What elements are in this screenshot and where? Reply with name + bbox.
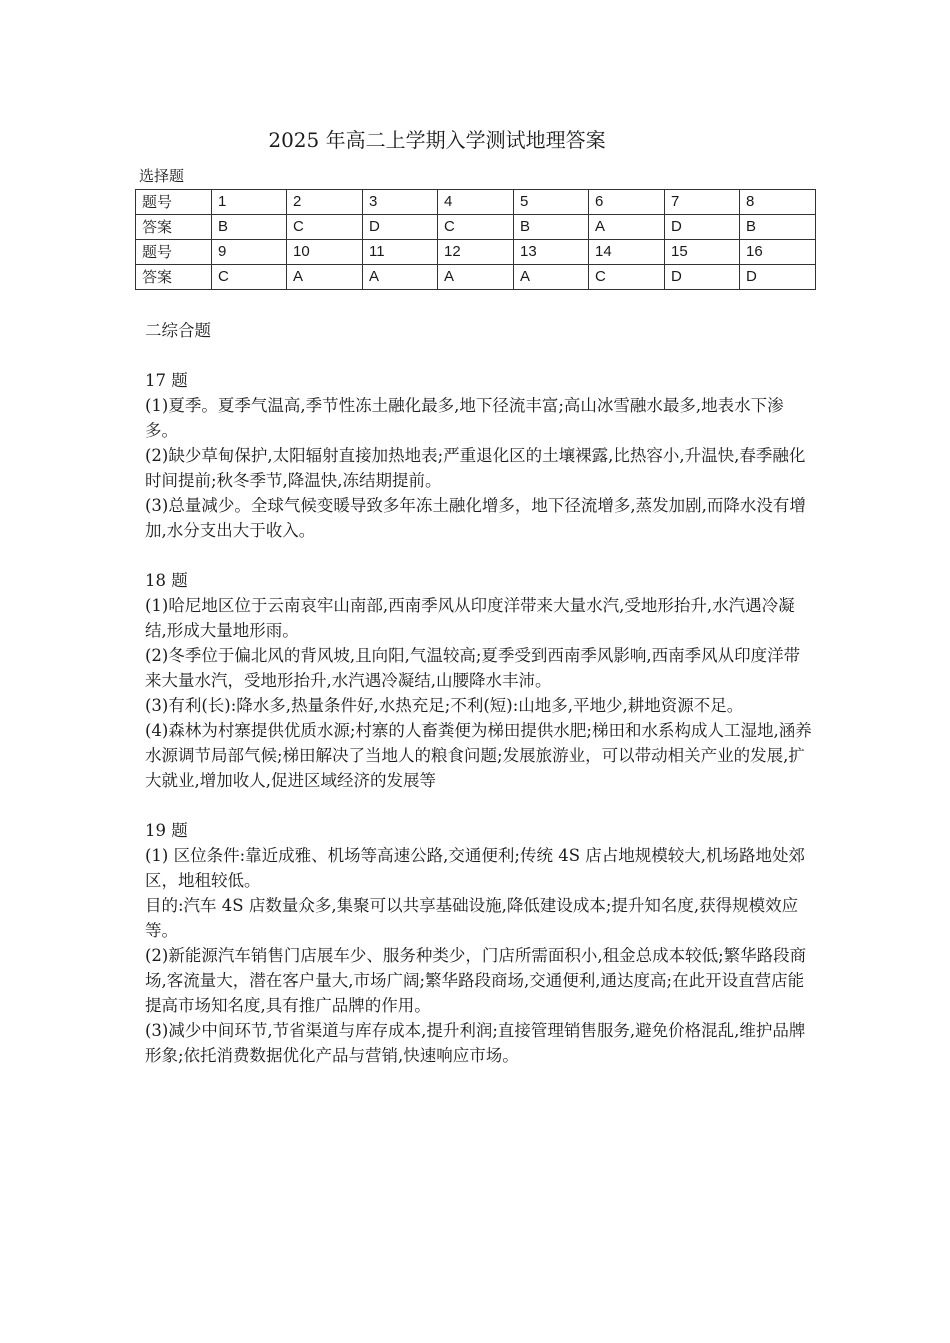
table-cell: 4: [438, 190, 514, 215]
table-cell: A: [287, 265, 363, 290]
choice-answer-table: [135, 189, 816, 290]
table-cell: 6: [589, 190, 665, 215]
table-cell: 14: [589, 240, 665, 265]
question-19-title: 19 题: [145, 821, 188, 840]
row-header: 题号: [136, 190, 212, 215]
table-cell: 8: [740, 190, 816, 215]
table-cell: C: [287, 215, 363, 240]
table-cell: C: [212, 265, 287, 290]
table-cell: D: [363, 215, 438, 240]
table-cell: D: [665, 265, 740, 290]
table-cell: 16: [740, 240, 816, 265]
question-17-answer-1: (1)夏季。夏季气温高,季节性冻土融化最多,地下径流丰富;高山冰雪融水最多,地表水下渗多。: [145, 396, 784, 440]
comprehensive-section: [145, 318, 813, 1068]
table-cell: 3: [363, 190, 438, 215]
question-19-answer-2: 目的:汽车 4S 店数量众多,集聚可以共享基础设施,降低建设成本;提升知名度,获得规模效应等。: [145, 896, 799, 940]
question-17-title: 17 题: [145, 371, 188, 390]
table-cell: B: [740, 215, 816, 240]
question-19-answer-4: (3)减少中间环节,节省渠道与库存成本,提升利润;直接管理销售服务,避免价格混乱,维护品牌形象;依托消费数据优化产品与营销,快速响应市场。: [145, 1021, 806, 1065]
table-cell: A: [363, 265, 438, 290]
table-row-question-numbers-2: [136, 240, 816, 265]
row-header: 答案: [136, 215, 212, 240]
question-18-answer-2: (2)冬季位于偏北风的背风坡,且向阳,气温较高;夏季受到西南季风影响,西南季风从印度洋带来大量水汽，受地形抬升,水汽遇冷凝结,山腰降水丰沛。: [145, 646, 801, 690]
question-18-answer-1: (1)哈尼地区位于云南哀牢山南部,西南季风从印度洋带来大量水汽,受地形抬升,水汽遇冷凝结,形成大量地形雨。: [145, 596, 795, 640]
table-cell: A: [438, 265, 514, 290]
table-row-answers-1: [136, 215, 816, 240]
table-cell: A: [589, 215, 665, 240]
table-cell: 1: [212, 190, 287, 215]
table-cell: C: [589, 265, 665, 290]
table-cell: 10: [287, 240, 363, 265]
row-header: 题号: [136, 240, 212, 265]
choice-section-label: 选择题: [139, 167, 185, 185]
question-18-answer-4: (4)森林为村寨提供优质水源;村寨的人畜粪便为梯田提供水肥;梯田和水系构成人工湿地,涵养水源调节局部气候;梯田解决了当地人的粮食问题;发展旅游业，可以带动相关产业的发展,扩大就业,增加收人,促进区域经济的发展等: [145, 721, 812, 790]
table-cell: 7: [665, 190, 740, 215]
question-18-answer-3: (3)有利(长):降水多,热量条件好,水热充足;不利(短):山地多,平地少,耕地资源不足。: [145, 696, 744, 715]
table-row-answers-2: [136, 265, 816, 290]
table-cell: A: [514, 265, 589, 290]
table-cell: 9: [212, 240, 287, 265]
table-cell: 11: [363, 240, 438, 265]
table-cell: 2: [287, 190, 363, 215]
table-cell: 5: [514, 190, 589, 215]
question-18-title: 18 题: [145, 571, 188, 590]
table-cell: B: [514, 215, 589, 240]
table-cell: 13: [514, 240, 589, 265]
question-17-answer-2: (2)缺少草甸保护,太阳辐射直接加热地表;严重退化区的土壤裸露,比热容小,升温快,春季融化时间提前;秋冬季节,降温快,冻结期提前。: [145, 446, 806, 490]
row-header: 答案: [136, 265, 212, 290]
table-cell: D: [665, 215, 740, 240]
table-cell: D: [740, 265, 816, 290]
table-cell: 15: [665, 240, 740, 265]
table-cell: C: [438, 215, 514, 240]
question-19-answer-3: (2)新能源汽车销售门店展车少、服务种类少，门店所需面积小,租金总成本较低;繁华路段商场,客流量大，潜在客户量大,市场广阔;繁华路段商场,交通便利,通达度高;在此开设直营店能提高市场知名度,具有推广品牌的作用。: [145, 946, 807, 1015]
page-title: 2025 年高二上学期入学测试地理答案: [268, 128, 606, 152]
table-cell: B: [212, 215, 287, 240]
question-17-answer-3: (3)总量减少。全球气候变暖导致多年冻土融化增多，地下径流增多,蒸发加剧,而降水没有增加,水分支出大于收入。: [145, 496, 806, 540]
comprehensive-section-label: 二综合题: [145, 321, 211, 340]
question-19-answer-1: (1) 区位条件:靠近成雅、机场等高速公路,交通便利;传统 4S 店占地规模较大,机场路地处郊区，地租较低。: [145, 846, 806, 890]
table-cell: 12: [438, 240, 514, 265]
table-row-question-numbers-1: [136, 190, 816, 215]
